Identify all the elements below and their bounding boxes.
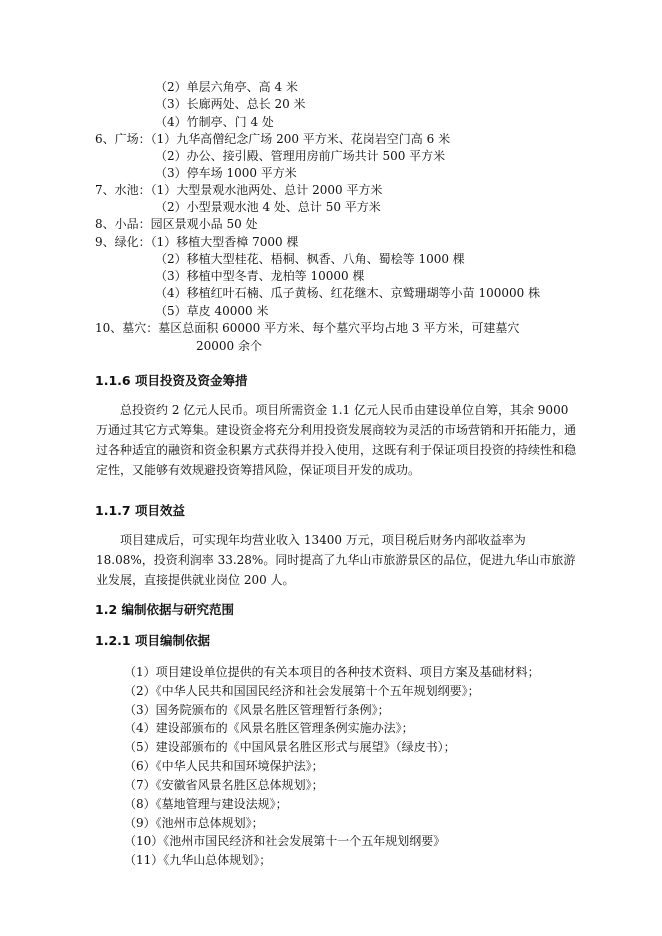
list-item: （2）《中华人民共和国国民经济和社会发展第十个五年规划纲要》； [124, 684, 480, 698]
list-line: 7、水池：（1）大型景观水池两处、总计 2000 平方米 [95, 183, 383, 197]
list-line: （4）移植红叶石楠、瓜子黄杨、红花继木、京鹫珊瑚等小苗 100000 株 [155, 286, 541, 300]
list-line: （2）单层六角亭、高 4 米 [155, 80, 298, 94]
list-line: 9、绿化：（1）移植大型香樟 7000 棵 [95, 235, 299, 249]
list-line: 10、墓穴：墓区总面积 60000 平方米、每个墓穴平均占地 3 平方米，可建墓穴 [95, 321, 520, 335]
list-item: （6）《中华人民共和国环境保护法》； [124, 759, 324, 773]
list-item: （7）《安徽省风景名胜区总体规划》； [124, 778, 324, 792]
list-line: （4）竹制亭、门 4 处 [155, 115, 274, 129]
paragraph: 总投资约 2 亿元人民币。项目所需资金 1.1 亿元人民币由建设单位自筹，其余 9000 万通过其它方式筹集。建设资金将充分利用投资发展商较为灵活的市场营销和开拓能力，通过各种适宜的融资和资金积累方式获得并投入使用，这既有利于保证项目投资的持续性和稳定性，又能够有效规避投资筹措风险，保证项目开发的成功。 [96, 403, 577, 477]
list-item: （8）《墓地管理与建设法规》； [124, 797, 288, 811]
section-heading: 1.2 编制依据与研究范围 [95, 602, 234, 617]
list-item: （9）《池州市总体规划》； [124, 816, 264, 830]
list-line: （2）小型景观水池 4 处、总计 50 平方米 [155, 200, 381, 214]
list-line: （5）草皮 40000 米 [155, 304, 269, 318]
list-item: （1）项目建设单位提供的有关本项目的各种技术资料、项目方案及基础材料； [124, 665, 540, 679]
list-item: （4）建设部颁布的《风景名胜区管理条例实施办法》； [124, 721, 414, 735]
list-line: （3）停车场 1000 平方米 [155, 166, 297, 180]
list-line: 8、小品：园区景观小品 50 处 [95, 217, 258, 231]
paragraph: 项目建成后，可实现年均营业收入 13400 万元，项目税后财务内部收益率为 18.08%，投资利润率 33.28%。同时提高了九华山市旅游景区的品位，促进九华山市旅游业发展，直接提供就业岗位 200 人。 [96, 533, 576, 587]
section-heading: 1.2.1 项目编制依据 [95, 633, 210, 648]
list-line: （2）移植大型桂花、梧桐、枫香、八角、蜀桧等 1000 棵 [155, 252, 465, 266]
list-line: 6、广场：（1）九华高僧纪念广场 200 平方米、花岗岩空门高 6 米 [95, 132, 451, 146]
list-line: 20000 余个 [196, 339, 262, 353]
list-item: （3）国务院颁布的《风景名胜区管理暂行条例》； [124, 703, 390, 717]
section-heading: 1.1.6 项目投资及资金筹措 [95, 373, 248, 388]
list-item: （5）建设部颁布的《中国风景名胜区形式与展望》（绿皮书）； [124, 740, 456, 754]
list-line: （3）长廊两处、总长 20 米 [155, 97, 306, 111]
list-line: （3）移植中型冬青、龙柏等 10000 棵 [155, 269, 365, 283]
list-item: （11）《九华山总体规划》； [124, 853, 272, 867]
list-line: （2）办公、接引殿、管理用房前广场共计 500 平方米 [155, 149, 446, 163]
section-heading: 1.1.7 项目效益 [95, 503, 185, 518]
list-item: （10）《池州市国民经济和社会发展第十一个五年规划纲要》 [124, 834, 446, 848]
